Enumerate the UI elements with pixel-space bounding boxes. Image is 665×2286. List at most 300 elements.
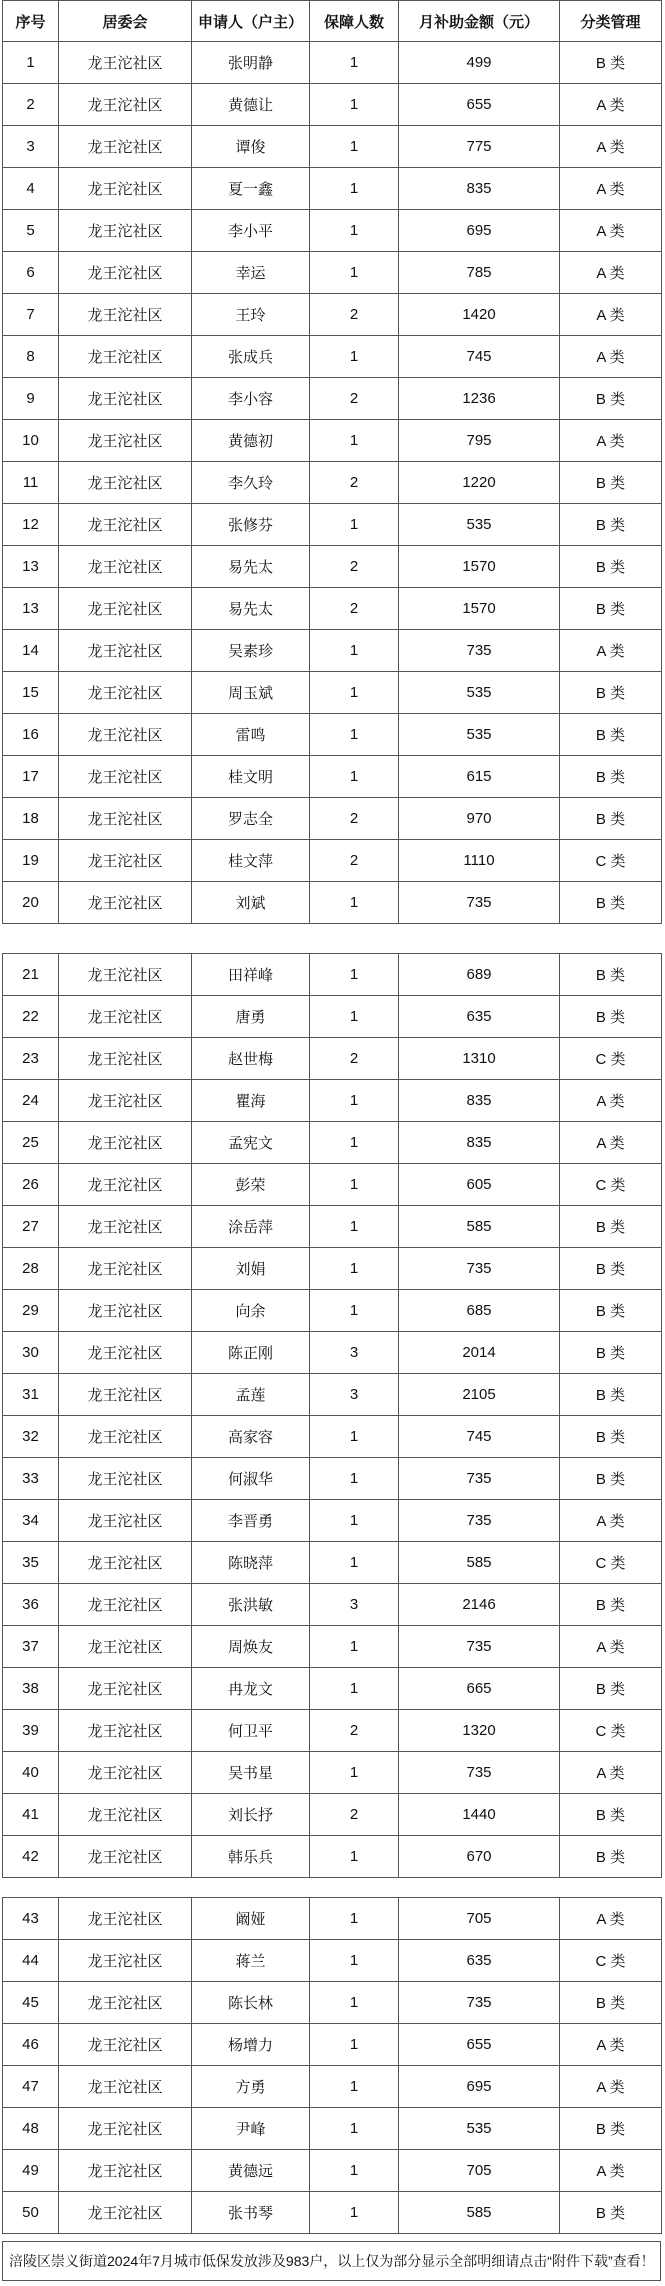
table-row bbox=[3, 1940, 662, 1982]
cell-applicant: 杨增力 bbox=[192, 2024, 310, 2066]
cell-persons: 1 bbox=[310, 420, 399, 462]
cell-amount: 535 bbox=[399, 2108, 560, 2150]
cell-amount: 735 bbox=[399, 1752, 560, 1794]
cell-category: C 类 bbox=[560, 1164, 662, 1206]
cell-persons: 1 bbox=[310, 882, 399, 924]
cell-committee: 龙王沱社区 bbox=[59, 1710, 192, 1752]
cell-index: 28 bbox=[3, 1248, 59, 1290]
cell-committee: 龙王沱社区 bbox=[59, 210, 192, 252]
cell-committee: 龙王沱社区 bbox=[59, 1206, 192, 1248]
cell-category: B 类 bbox=[560, 462, 662, 504]
cell-applicant: 王玲 bbox=[192, 294, 310, 336]
cell-category: B 类 bbox=[560, 756, 662, 798]
cell-index: 20 bbox=[3, 882, 59, 924]
cell-committee: 龙王沱社区 bbox=[59, 1668, 192, 1710]
table-row bbox=[3, 1458, 662, 1500]
header-index: 序号 bbox=[3, 1, 59, 42]
cell-applicant: 刘长抒 bbox=[192, 1794, 310, 1836]
cell-amount: 1236 bbox=[399, 378, 560, 420]
cell-amount: 795 bbox=[399, 420, 560, 462]
cell-applicant: 方勇 bbox=[192, 2066, 310, 2108]
cell-amount: 1420 bbox=[399, 294, 560, 336]
cell-persons: 1 bbox=[310, 1458, 399, 1500]
cell-persons: 2 bbox=[310, 462, 399, 504]
cell-applicant: 夏一鑫 bbox=[192, 168, 310, 210]
table-row bbox=[3, 798, 662, 840]
cell-applicant: 易先太 bbox=[192, 546, 310, 588]
table-row bbox=[3, 462, 662, 504]
cell-committee: 龙王沱社区 bbox=[59, 840, 192, 882]
table-row bbox=[3, 1332, 662, 1374]
cell-committee: 龙王沱社区 bbox=[59, 1416, 192, 1458]
cell-amount: 1570 bbox=[399, 588, 560, 630]
cell-amount: 1220 bbox=[399, 462, 560, 504]
table-row bbox=[3, 2108, 662, 2150]
cell-amount: 535 bbox=[399, 672, 560, 714]
cell-persons: 1 bbox=[310, 1500, 399, 1542]
table-row bbox=[3, 420, 662, 462]
cell-committee: 龙王沱社区 bbox=[59, 1584, 192, 1626]
table-row bbox=[3, 996, 662, 1038]
cell-category: B 类 bbox=[560, 1794, 662, 1836]
cell-persons: 1 bbox=[310, 756, 399, 798]
table-row bbox=[3, 336, 662, 378]
cell-applicant: 谭俊 bbox=[192, 126, 310, 168]
cell-applicant: 陈正刚 bbox=[192, 1332, 310, 1374]
cell-index: 50 bbox=[3, 2192, 59, 2234]
cell-committee: 龙王沱社区 bbox=[59, 2066, 192, 2108]
cell-index: 29 bbox=[3, 1290, 59, 1332]
cell-index: 22 bbox=[3, 996, 59, 1038]
cell-persons: 1 bbox=[310, 630, 399, 672]
cell-amount: 835 bbox=[399, 1080, 560, 1122]
cell-index: 43 bbox=[3, 1898, 59, 1940]
table-row bbox=[3, 954, 662, 996]
cell-persons: 1 bbox=[310, 1206, 399, 1248]
table-row bbox=[3, 546, 662, 588]
cell-amount: 735 bbox=[399, 1248, 560, 1290]
cell-index: 41 bbox=[3, 1794, 59, 1836]
cell-persons: 2 bbox=[310, 1710, 399, 1752]
cell-persons: 2 bbox=[310, 588, 399, 630]
cell-category: A 类 bbox=[560, 1080, 662, 1122]
table-row bbox=[3, 210, 662, 252]
cell-category: B 类 bbox=[560, 1416, 662, 1458]
cell-amount: 1320 bbox=[399, 1710, 560, 1752]
cell-persons: 1 bbox=[310, 42, 399, 84]
cell-applicant: 高家容 bbox=[192, 1416, 310, 1458]
cell-amount: 2146 bbox=[399, 1584, 560, 1626]
table-section-1 bbox=[2, 0, 662, 924]
cell-category: A 类 bbox=[560, 126, 662, 168]
cell-index: 45 bbox=[3, 1982, 59, 2024]
cell-amount: 685 bbox=[399, 1290, 560, 1332]
cell-persons: 3 bbox=[310, 1584, 399, 1626]
cell-category: A 类 bbox=[560, 84, 662, 126]
cell-committee: 龙王沱社区 bbox=[59, 1458, 192, 1500]
cell-amount: 535 bbox=[399, 714, 560, 756]
table-row bbox=[3, 1584, 662, 1626]
cell-committee: 龙王沱社区 bbox=[59, 1626, 192, 1668]
cell-applicant: 李小容 bbox=[192, 378, 310, 420]
cell-category: A 类 bbox=[560, 1752, 662, 1794]
cell-index: 13 bbox=[3, 546, 59, 588]
cell-index: 47 bbox=[3, 2066, 59, 2108]
cell-index: 14 bbox=[3, 630, 59, 672]
cell-committee: 龙王沱社区 bbox=[59, 882, 192, 924]
table-row bbox=[3, 2150, 662, 2192]
cell-category: B 类 bbox=[560, 714, 662, 756]
table-row bbox=[3, 1982, 662, 2024]
cell-index: 12 bbox=[3, 504, 59, 546]
cell-amount: 689 bbox=[399, 954, 560, 996]
cell-persons: 1 bbox=[310, 2024, 399, 2066]
cell-category: A 类 bbox=[560, 336, 662, 378]
cell-category: C 类 bbox=[560, 1038, 662, 1080]
cell-committee: 龙王沱社区 bbox=[59, 1290, 192, 1332]
cell-index: 36 bbox=[3, 1584, 59, 1626]
cell-persons: 2 bbox=[310, 798, 399, 840]
cell-committee: 龙王沱社区 bbox=[59, 294, 192, 336]
cell-committee: 龙王沱社区 bbox=[59, 1836, 192, 1878]
cell-persons: 1 bbox=[310, 2192, 399, 2234]
cell-applicant: 瞿海 bbox=[192, 1080, 310, 1122]
cell-persons: 1 bbox=[310, 2150, 399, 2192]
table-row bbox=[3, 1290, 662, 1332]
table-header-row bbox=[3, 1, 662, 42]
table-row bbox=[3, 2192, 662, 2234]
cell-category: B 类 bbox=[560, 504, 662, 546]
cell-applicant: 易先太 bbox=[192, 588, 310, 630]
cell-committee: 龙王沱社区 bbox=[59, 1752, 192, 1794]
table-section-3 bbox=[2, 1897, 662, 2234]
cell-amount: 655 bbox=[399, 2024, 560, 2066]
cell-committee: 龙王沱社区 bbox=[59, 126, 192, 168]
cell-index: 48 bbox=[3, 2108, 59, 2150]
cell-category: A 类 bbox=[560, 1122, 662, 1164]
cell-persons: 1 bbox=[310, 2066, 399, 2108]
cell-committee: 龙王沱社区 bbox=[59, 420, 192, 462]
cell-index: 2 bbox=[3, 84, 59, 126]
cell-amount: 735 bbox=[399, 1626, 560, 1668]
cell-category: A 类 bbox=[560, 294, 662, 336]
table-row bbox=[3, 630, 662, 672]
cell-index: 7 bbox=[3, 294, 59, 336]
cell-index: 42 bbox=[3, 1836, 59, 1878]
cell-applicant: 向余 bbox=[192, 1290, 310, 1332]
cell-applicant: 周玉斌 bbox=[192, 672, 310, 714]
cell-index: 10 bbox=[3, 420, 59, 462]
cell-index: 3 bbox=[3, 126, 59, 168]
cell-persons: 1 bbox=[310, 672, 399, 714]
cell-index: 38 bbox=[3, 1668, 59, 1710]
cell-index: 5 bbox=[3, 210, 59, 252]
cell-committee: 龙王沱社区 bbox=[59, 504, 192, 546]
table-row bbox=[3, 84, 662, 126]
cell-category: B 类 bbox=[560, 378, 662, 420]
cell-category: C 类 bbox=[560, 1940, 662, 1982]
cell-applicant: 尹峰 bbox=[192, 2108, 310, 2150]
cell-category: B 类 bbox=[560, 672, 662, 714]
cell-amount: 745 bbox=[399, 1416, 560, 1458]
cell-category: B 类 bbox=[560, 2108, 662, 2150]
cell-applicant: 阚娅 bbox=[192, 1898, 310, 1940]
cell-committee: 龙王沱社区 bbox=[59, 1374, 192, 1416]
cell-applicant: 张明静 bbox=[192, 42, 310, 84]
cell-amount: 2014 bbox=[399, 1332, 560, 1374]
cell-committee: 龙王沱社区 bbox=[59, 1940, 192, 1982]
cell-applicant: 韩乐兵 bbox=[192, 1836, 310, 1878]
table-row bbox=[3, 1710, 662, 1752]
cell-category: B 类 bbox=[560, 1206, 662, 1248]
cell-index: 33 bbox=[3, 1458, 59, 1500]
table-row bbox=[3, 882, 662, 924]
cell-committee: 龙王沱社区 bbox=[59, 996, 192, 1038]
cell-committee: 龙王沱社区 bbox=[59, 1982, 192, 2024]
cell-amount: 1110 bbox=[399, 840, 560, 882]
cell-amount: 695 bbox=[399, 210, 560, 252]
table-row bbox=[3, 840, 662, 882]
cell-persons: 2 bbox=[310, 546, 399, 588]
table-row bbox=[3, 672, 662, 714]
cell-amount: 735 bbox=[399, 1982, 560, 2024]
cell-persons: 1 bbox=[310, 1122, 399, 1164]
cell-category: A 类 bbox=[560, 2150, 662, 2192]
table-row bbox=[3, 1164, 662, 1206]
table-row bbox=[3, 1668, 662, 1710]
cell-amount: 735 bbox=[399, 1500, 560, 1542]
table-row bbox=[3, 588, 662, 630]
cell-index: 46 bbox=[3, 2024, 59, 2066]
cell-category: B 类 bbox=[560, 1332, 662, 1374]
cell-committee: 龙王沱社区 bbox=[59, 1080, 192, 1122]
cell-amount: 735 bbox=[399, 882, 560, 924]
cell-category: A 类 bbox=[560, 168, 662, 210]
cell-persons: 1 bbox=[310, 252, 399, 294]
cell-index: 1 bbox=[3, 42, 59, 84]
cell-category: A 类 bbox=[560, 1898, 662, 1940]
cell-applicant: 冉龙文 bbox=[192, 1668, 310, 1710]
cell-persons: 3 bbox=[310, 1374, 399, 1416]
cell-applicant: 桂文明 bbox=[192, 756, 310, 798]
cell-applicant: 张修芬 bbox=[192, 504, 310, 546]
footer-note: 涪陵区崇义街道2024年7月城市低保发放涉及983户，以上仅为部分显示全部明细请点击“附件下载”查看！ bbox=[2, 2241, 661, 2281]
cell-committee: 龙王沱社区 bbox=[59, 2192, 192, 2234]
cell-committee: 龙王沱社区 bbox=[59, 1122, 192, 1164]
cell-applicant: 张洪敏 bbox=[192, 1584, 310, 1626]
cell-amount: 835 bbox=[399, 1122, 560, 1164]
table-row bbox=[3, 1898, 662, 1940]
cell-amount: 615 bbox=[399, 756, 560, 798]
cell-committee: 龙王沱社区 bbox=[59, 1248, 192, 1290]
cell-index: 21 bbox=[3, 954, 59, 996]
cell-category: A 类 bbox=[560, 2066, 662, 2108]
cell-committee: 龙王沱社区 bbox=[59, 252, 192, 294]
cell-committee: 龙王沱社区 bbox=[59, 1038, 192, 1080]
table-row bbox=[3, 1836, 662, 1878]
cell-applicant: 孟宪文 bbox=[192, 1122, 310, 1164]
cell-persons: 1 bbox=[310, 336, 399, 378]
table-row bbox=[3, 126, 662, 168]
cell-category: B 类 bbox=[560, 1668, 662, 1710]
cell-persons: 1 bbox=[310, 1248, 399, 1290]
cell-persons: 1 bbox=[310, 210, 399, 252]
table-row bbox=[3, 42, 662, 84]
cell-index: 26 bbox=[3, 1164, 59, 1206]
cell-applicant: 吴素珍 bbox=[192, 630, 310, 672]
cell-amount: 835 bbox=[399, 168, 560, 210]
cell-category: B 类 bbox=[560, 1458, 662, 1500]
cell-amount: 655 bbox=[399, 84, 560, 126]
cell-category: B 类 bbox=[560, 546, 662, 588]
cell-index: 34 bbox=[3, 1500, 59, 1542]
cell-index: 11 bbox=[3, 462, 59, 504]
cell-committee: 龙王沱社区 bbox=[59, 2024, 192, 2066]
cell-category: C 类 bbox=[560, 1710, 662, 1752]
cell-index: 17 bbox=[3, 756, 59, 798]
cell-category: B 类 bbox=[560, 1374, 662, 1416]
cell-index: 19 bbox=[3, 840, 59, 882]
cell-index: 8 bbox=[3, 336, 59, 378]
cell-persons: 1 bbox=[310, 1080, 399, 1122]
cell-category: A 类 bbox=[560, 210, 662, 252]
cell-applicant: 张成兵 bbox=[192, 336, 310, 378]
cell-committee: 龙王沱社区 bbox=[59, 2150, 192, 2192]
cell-committee: 龙王沱社区 bbox=[59, 1332, 192, 1374]
cell-committee: 龙王沱社区 bbox=[59, 168, 192, 210]
cell-amount: 775 bbox=[399, 126, 560, 168]
cell-amount: 695 bbox=[399, 2066, 560, 2108]
cell-persons: 2 bbox=[310, 840, 399, 882]
cell-committee: 龙王沱社区 bbox=[59, 798, 192, 840]
cell-applicant: 幸运 bbox=[192, 252, 310, 294]
cell-category: B 类 bbox=[560, 1982, 662, 2024]
cell-persons: 1 bbox=[310, 1626, 399, 1668]
cell-applicant: 黄德远 bbox=[192, 2150, 310, 2192]
cell-amount: 499 bbox=[399, 42, 560, 84]
cell-persons: 1 bbox=[310, 1416, 399, 1458]
cell-committee: 龙王沱社区 bbox=[59, 756, 192, 798]
cell-persons: 1 bbox=[310, 954, 399, 996]
cell-category: B 类 bbox=[560, 588, 662, 630]
cell-committee: 龙王沱社区 bbox=[59, 336, 192, 378]
cell-applicant: 桂文萍 bbox=[192, 840, 310, 882]
cell-persons: 3 bbox=[310, 1332, 399, 1374]
table-row bbox=[3, 168, 662, 210]
cell-index: 23 bbox=[3, 1038, 59, 1080]
cell-committee: 龙王沱社区 bbox=[59, 462, 192, 504]
cell-index: 35 bbox=[3, 1542, 59, 1584]
cell-index: 4 bbox=[3, 168, 59, 210]
cell-applicant: 周焕友 bbox=[192, 1626, 310, 1668]
cell-index: 27 bbox=[3, 1206, 59, 1248]
cell-committee: 龙王沱社区 bbox=[59, 1542, 192, 1584]
cell-applicant: 蒋兰 bbox=[192, 1940, 310, 1982]
table-section-2 bbox=[2, 953, 662, 1878]
cell-amount: 585 bbox=[399, 1206, 560, 1248]
cell-applicant: 李晋勇 bbox=[192, 1500, 310, 1542]
cell-committee: 龙王沱社区 bbox=[59, 954, 192, 996]
cell-persons: 2 bbox=[310, 294, 399, 336]
cell-amount: 705 bbox=[399, 2150, 560, 2192]
cell-category: B 类 bbox=[560, 954, 662, 996]
cell-amount: 535 bbox=[399, 504, 560, 546]
cell-applicant: 唐勇 bbox=[192, 996, 310, 1038]
cell-committee: 龙王沱社区 bbox=[59, 84, 192, 126]
cell-category: A 类 bbox=[560, 630, 662, 672]
cell-applicant: 陈晓萍 bbox=[192, 1542, 310, 1584]
cell-amount: 1310 bbox=[399, 1038, 560, 1080]
table-row bbox=[3, 1626, 662, 1668]
table-row bbox=[3, 504, 662, 546]
cell-persons: 1 bbox=[310, 504, 399, 546]
cell-category: A 类 bbox=[560, 1500, 662, 1542]
cell-applicant: 罗志全 bbox=[192, 798, 310, 840]
cell-index: 40 bbox=[3, 1752, 59, 1794]
cell-persons: 1 bbox=[310, 1752, 399, 1794]
table-row bbox=[3, 2066, 662, 2108]
cell-persons: 1 bbox=[310, 1290, 399, 1332]
cell-committee: 龙王沱社区 bbox=[59, 714, 192, 756]
cell-persons: 1 bbox=[310, 126, 399, 168]
cell-index: 39 bbox=[3, 1710, 59, 1752]
cell-index: 30 bbox=[3, 1332, 59, 1374]
cell-persons: 1 bbox=[310, 1898, 399, 1940]
cell-category: C 类 bbox=[560, 840, 662, 882]
table-row bbox=[3, 1206, 662, 1248]
cell-amount: 970 bbox=[399, 798, 560, 840]
cell-applicant: 彭荣 bbox=[192, 1164, 310, 1206]
cell-index: 16 bbox=[3, 714, 59, 756]
cell-category: C 类 bbox=[560, 1542, 662, 1584]
cell-persons: 1 bbox=[310, 1668, 399, 1710]
cell-committee: 龙王沱社区 bbox=[59, 672, 192, 714]
cell-applicant: 张书琴 bbox=[192, 2192, 310, 2234]
cell-persons: 1 bbox=[310, 84, 399, 126]
cell-index: 15 bbox=[3, 672, 59, 714]
cell-index: 49 bbox=[3, 2150, 59, 2192]
cell-category: B 类 bbox=[560, 2192, 662, 2234]
cell-category: B 类 bbox=[560, 798, 662, 840]
table-row bbox=[3, 294, 662, 336]
cell-persons: 2 bbox=[310, 378, 399, 420]
table-row bbox=[3, 1500, 662, 1542]
cell-amount: 705 bbox=[399, 1898, 560, 1940]
cell-persons: 1 bbox=[310, 1982, 399, 2024]
cell-index: 18 bbox=[3, 798, 59, 840]
cell-applicant: 黄德初 bbox=[192, 420, 310, 462]
cell-amount: 605 bbox=[399, 1164, 560, 1206]
cell-applicant: 何卫平 bbox=[192, 1710, 310, 1752]
cell-applicant: 田祥峰 bbox=[192, 954, 310, 996]
header-category: 分类管理 bbox=[560, 1, 662, 42]
cell-category: B 类 bbox=[560, 1584, 662, 1626]
cell-category: B 类 bbox=[560, 42, 662, 84]
table-row bbox=[3, 1416, 662, 1458]
cell-applicant: 孟莲 bbox=[192, 1374, 310, 1416]
cell-committee: 龙王沱社区 bbox=[59, 42, 192, 84]
table-row bbox=[3, 378, 662, 420]
cell-index: 25 bbox=[3, 1122, 59, 1164]
cell-persons: 1 bbox=[310, 1164, 399, 1206]
cell-amount: 635 bbox=[399, 1940, 560, 1982]
table-row bbox=[3, 1122, 662, 1164]
cell-applicant: 吴书星 bbox=[192, 1752, 310, 1794]
cell-committee: 龙王沱社区 bbox=[59, 630, 192, 672]
cell-index: 9 bbox=[3, 378, 59, 420]
cell-applicant: 刘斌 bbox=[192, 882, 310, 924]
cell-category: A 类 bbox=[560, 252, 662, 294]
